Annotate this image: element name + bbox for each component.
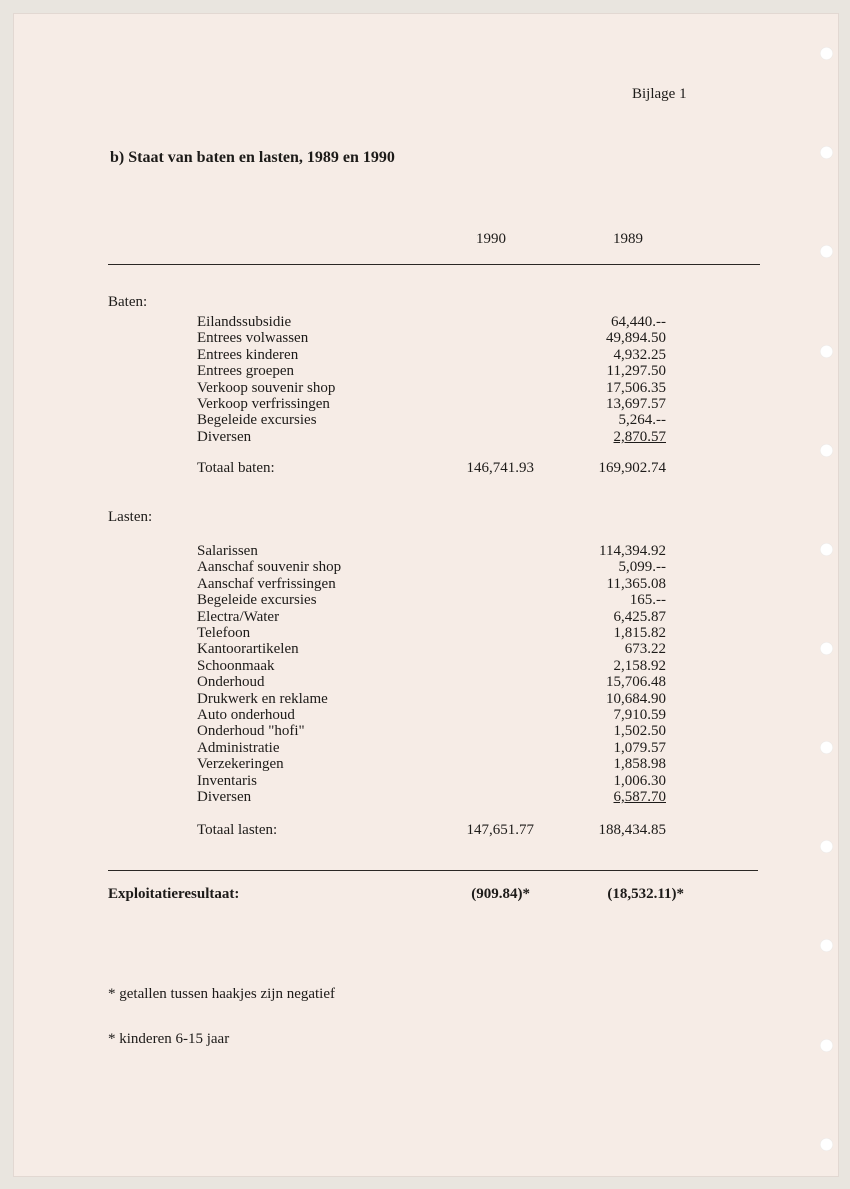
line-item-label: Diversen [197,428,252,445]
line-item [0,641,850,657]
baten-heading: Baten: [108,294,148,310]
line-item [0,576,850,592]
line-item [0,543,850,559]
result-1989: (18,532.11)* [607,886,684,902]
result-rule [108,870,758,871]
binder-hole [820,840,833,853]
line-item-1989-value: 17,506.35 [606,379,666,396]
column-header-1989: 1989 [613,231,643,247]
line-item [0,756,850,772]
line-item-label: Aanschaf verfrissingen [197,575,336,592]
line-item-1989-value: 2,158.92 [613,657,666,674]
result-row [0,886,850,902]
lasten-heading: Lasten: [108,509,153,525]
lasten-total-1989: 188,434.85 [598,822,666,838]
binder-hole [820,146,833,159]
line-item-1989-value: 1,006.30 [613,772,666,789]
lasten-total-row [0,822,850,838]
baten-total-label: Totaal baten: [197,460,275,476]
line-item [0,740,850,756]
line-item [0,314,850,330]
line-item [0,707,850,723]
line-item-1989-value: 7,910.59 [613,707,666,723]
line-item-label: Telefoon [197,625,251,641]
line-item-1989-value: 15,706.48 [606,674,666,691]
line-item-1989-value: 1,079.57 [613,739,666,756]
line-item-1989-value: 673.22 [624,641,666,658]
appendix-label: Bijlage 1 [632,86,687,102]
line-item [0,658,850,674]
binder-hole [820,1039,833,1052]
line-item-label: Kantoorartikelen [197,641,299,658]
line-item-label: Verzekeringen [197,756,284,773]
line-item-label: Begeleide excursies [197,412,317,429]
line-item-label: Verkoop souvenir shop [197,379,336,396]
line-item [0,691,850,707]
line-item [0,723,850,739]
line-item-label: Eilandssubsidie [197,314,292,330]
line-item-label: Entrees groepen [197,363,295,380]
line-item-1989-value: 114,394.92 [599,543,666,559]
line-item-1989-value: 6,425.87 [613,608,666,625]
line-item [0,625,850,641]
line-item-1989-value: 6,587.70 [613,789,666,805]
line-item-label: Entrees volwassen [197,330,309,347]
line-item-1989-value: 165.-- [629,592,666,609]
result-1990: (909.84)* [471,886,530,902]
binder-hole [820,444,833,457]
line-item-label: Auto onderhoud [197,707,295,723]
line-item-label: Aanschaf souvenir shop [197,559,342,576]
footnote-negative: * getallen tussen haakjes zijn negatief [108,986,335,1002]
line-item-label: Drukwerk en reklame [197,690,328,707]
line-item [0,609,850,625]
line-item [0,559,850,575]
line-item-1989-value: 5,099.-- [618,559,666,576]
line-item [0,330,850,346]
result-label: Exploitatieresultaat: [108,886,240,902]
line-item [0,347,850,363]
line-item-1989-value: 13,697.57 [606,396,666,412]
line-item-label: Schoonmaak [197,657,275,674]
footnote-children: * kinderen 6-15 jaar [108,1031,230,1047]
binder-hole [820,1138,833,1151]
line-item-1989-value: 1,502.50 [613,723,666,740]
line-item [0,363,850,379]
line-item-label: Diversen [197,789,252,805]
line-item-1989-value: 64,440.-- [611,314,666,330]
line-item-label: Entrees kinderen [197,346,299,363]
binder-hole [820,47,833,60]
binder-hole [820,939,833,952]
baten-total-1989: 169,902.74 [598,460,666,476]
binder-hole [820,245,833,258]
baten-total-row [0,460,850,476]
line-item [0,380,850,396]
line-item-1989-value: 1,815.82 [613,625,666,641]
line-item [0,429,850,445]
line-item-label: Electra/Water [197,608,280,625]
line-item-label: Inventaris [197,772,257,789]
line-item-1989-value: 2,870.57 [613,428,666,445]
line-item [0,789,850,805]
line-item [0,674,850,690]
line-item-1989-value: 10,684.90 [606,690,666,707]
statement-title: b) Staat van baten en lasten, 1989 en 1990 [110,149,395,166]
line-item-1989-value: 11,365.08 [606,575,666,592]
lasten-total-1990: 147,651.77 [466,822,534,838]
header-rule [108,264,760,265]
line-item-label: Onderhoud [197,674,265,691]
line-item-label: Verkoop verfrissingen [197,396,330,412]
line-item [0,412,850,428]
line-item-label: Begeleide excursies [197,592,317,609]
column-header-1990: 1990 [476,231,506,247]
line-item-1989-value: 1,858.98 [613,756,666,773]
line-item [0,773,850,789]
line-item [0,396,850,412]
line-item-1989-value: 4,932.25 [613,346,666,363]
line-item-label: Administratie [197,739,280,756]
line-item [0,592,850,608]
line-item-1989-value: 11,297.50 [606,363,666,380]
line-item-1989-value: 49,894.50 [606,330,666,347]
line-item-label: Salarissen [197,543,258,559]
line-item-1989-value: 5,264.-- [618,412,666,429]
baten-total-1990: 146,741.93 [466,460,534,476]
line-item-label: Onderhoud "hofi" [197,723,305,740]
lasten-total-label: Totaal lasten: [197,822,278,838]
